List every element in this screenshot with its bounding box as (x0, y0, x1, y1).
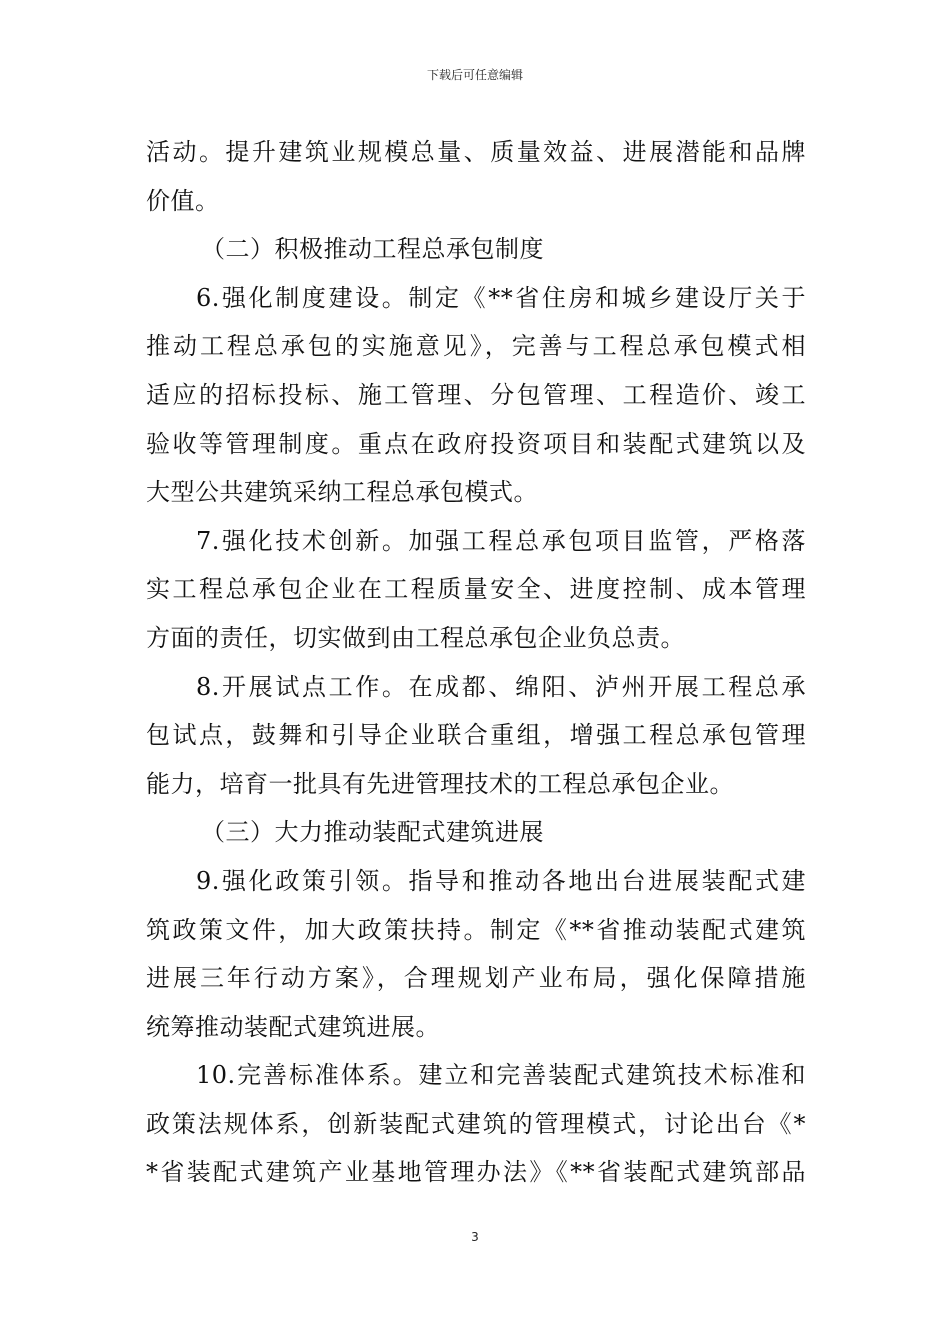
text-line: 筑政策文件，加大政策扶持。制定《**省推动装配式建筑 (146, 915, 806, 944)
section-heading: （二）积极推动工程总承包制度 (201, 235, 544, 264)
text-line: 能力，培育一批具有先进管理技术的工程总承包企业。 (146, 769, 734, 798)
text-line: 验收等管理制度。重点在政府投资项目和装配式建筑以及 (146, 429, 806, 458)
section-heading: （三）大力推动装配式建筑进展 (201, 818, 544, 847)
text-line: 10.完善标准体系。建立和完善装配式建筑技术标准和 (196, 1061, 806, 1090)
page-number: 3 (471, 1230, 479, 1244)
text-line: 政策法规体系，创新装配式建筑的管理模式，讨论出台《* (146, 1109, 806, 1138)
text-line: 统筹推动装配式建筑进展。 (146, 1012, 440, 1041)
text-line: 方面的责任，切实做到由工程总承包企业负总责。 (146, 623, 685, 652)
text-line: *省装配式建筑产业基地管理办法》《**省装配式建筑部品 (146, 1158, 806, 1187)
text-line: 活动。提升建筑业规模总量、质量效益、进展潜能和品牌 (146, 138, 806, 166)
text-line: 推动工程总承包的实施意见》，完善与工程总承包模式相 (146, 332, 806, 361)
text-line: 8.开展试点工作。在成都、绵阳、泸州开展工程总承 (196, 672, 806, 701)
text-line: 大型公共建筑采纳工程总承包模式。 (146, 478, 538, 507)
text-line: 6.强化制度建设。制定《**省住房和城乡建设厅关于 (196, 283, 806, 312)
text-line: 适应的招标投标、施工管理、分包管理、工程造价、竣工 (146, 380, 806, 409)
text-line: 包试点，鼓舞和引导企业联合重组，增强工程总承包管理 (146, 721, 806, 750)
body-text (146, 128, 806, 1197)
text-line: 9.强化政策引领。指导和推动各地出台进展装配式建 (196, 866, 806, 895)
text-line: 实工程总承包企业在工程质量安全、进度控制、成本管理 (146, 575, 806, 604)
page-header: 下载后可任意编辑 (426, 68, 523, 82)
text-line: 进展三年行动方案》，合理规划产业布局，强化保障措施 (146, 964, 806, 993)
text-line: 价值。 (146, 186, 220, 215)
text-line: 7.强化技术创新。加强工程总承包项目监管，严格落 (196, 526, 806, 555)
